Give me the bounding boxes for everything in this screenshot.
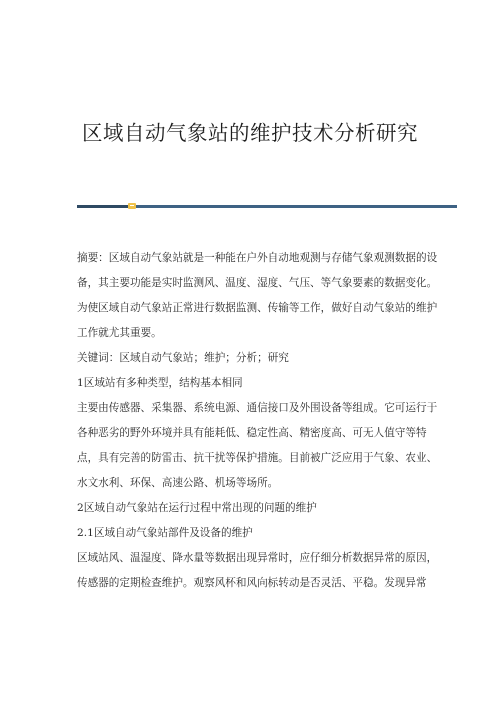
document-title: 区域自动气象站的维护技术分析研究 [82,121,418,145]
section-2-1-heading: 2.1区域自动气象站部件及设备的维护 [77,527,253,539]
divider-right-bar [136,205,457,208]
section-1-heading: 1区域站有多种类型，结构基本相同 [77,377,243,389]
abstract-line: 为使区域自动气象站正常进行数据监测、传输等工作，做好自动气象站的维护 [77,302,438,314]
document-body [77,252,438,590]
paragraph-line: 主要由传感器、采集器、系统电源、通信接口及外围设备等组成。它可运行于 [77,402,438,414]
abstract-line: 工作就尤其重要。 [77,327,162,339]
paragraph-line: 点，具有完善的防雷击、抗干扰等保护措施。目前被广泛应用于气象、农业、 [77,452,438,464]
section-2-heading: 2区域自动气象站在运行过程中常出现的问题的维护 [77,502,317,514]
paragraph-line: 区域站风、温湿度、降水量等数据出现异常时，应仔细分析数据异常的原因， [77,552,438,564]
paragraph-line: 传感器的定期检查维护。观察风杯和风向标转动是否灵活、平稳。发现异常 [77,577,427,589]
title-divider [77,203,457,209]
section-2-1-paragraph [77,552,438,590]
paragraph-line: 水文水利、环保、高速公路、机场等场所。 [77,477,279,489]
divider-book-icon [128,203,136,209]
divider-left-bar [77,205,128,208]
paragraph-line: 各种恶劣的野外环境并具有能耗低、稳定性高、精密度高、可无人值守等特 [77,427,427,439]
abstract-line: 摘要：区域自动气象站就是一种能在户外自动地观测与存储气象观测数据的设 [77,252,438,264]
section-1-paragraph [77,402,438,490]
abstract-line: 备，其主要功能是实时监测风、温度、湿度、气压、等气象要素的数据变化。 [77,277,438,289]
keywords-line: 关键词：区域自动气象站；维护；分析；研究 [77,352,289,364]
abstract-paragraph [77,252,438,340]
